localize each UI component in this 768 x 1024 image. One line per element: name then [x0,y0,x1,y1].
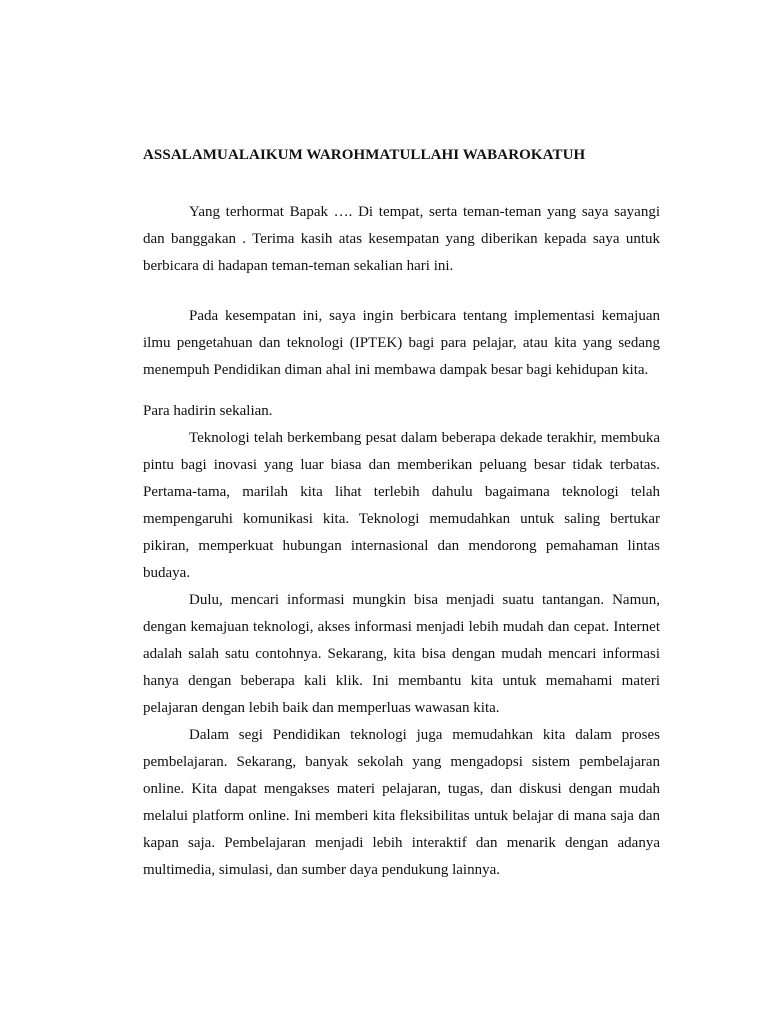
information-paragraph: Dulu, mencari informasi mungkin bisa menjadi suatu tantangan. Namun, dengan kemajuan teknologi, akses informasi menjadi lebih mudah dan cepat. Internet adalah salah satu contohnya. Sekarang, kita bisa dengan mudah mencari informasi hanya dengan beberapa kali klik. Ini membantu kita untuk memahami materi pelajaran dengan lebih baik dan memperluas wawasan kita. [143,592,660,716]
education-paragraph: Dalam segi Pendidikan teknologi juga memudahkan kita dalam proses pembelajaran. Sekarang, banyak sekolah yang mengadopsi sistem pembelajaran online. Kita dapat mengakses materi pelajaran, tugas, dan diskusi dengan mudah melalui platform online. Ini memberi kita fleksibilitas untuk belajar di mana saja dan kapan saja. Pembelajaran menjadi lebih interaktif dan menarik dengan adanya multimedia, simulasi, dan sumber daya pendukung lainnya. [143,727,660,878]
speech-heading: ASSALAMUALAIKUM WAROHMATULLAHI WABAROKATUH [143,147,586,163]
communication-paragraph: Teknologi telah berkembang pesat dalam beberapa dekade terakhir, membuka pintu bagi inovasi yang luar biasa dan memberikan peluang besar tidak terbatas. Pertama-tama, marilah kita lihat terlebih dahulu bagaimana teknologi telah mempengaruhi komunikasi kita. Teknologi memudahkan untuk saling bertukar pikiran, memperkuat hubungan internasional dan mendorong pemahaman lintas budaya. [143,430,660,581]
topic-paragraph: Pada kesempatan ini, saya ingin berbicara tentang implementasi kemajuan ilmu pengetahuan dan teknologi (IPTEK) bagi para pelajar, atau kita yang sedang menempuh Pendidikan diman ahal ini membawa dampak besar bagi kehidupan kita. [143,308,660,378]
audience-address: Para hadirin sekalian. [143,403,273,419]
greeting-paragraph: Yang terhormat Bapak …. Di tempat, serta teman-teman yang saya sayangi dan banggakan . Terima kasih atas kesempatan yang diberikan kepada saya untuk berbicara di hadapan teman-teman sekalian hari ini. [143,204,660,274]
